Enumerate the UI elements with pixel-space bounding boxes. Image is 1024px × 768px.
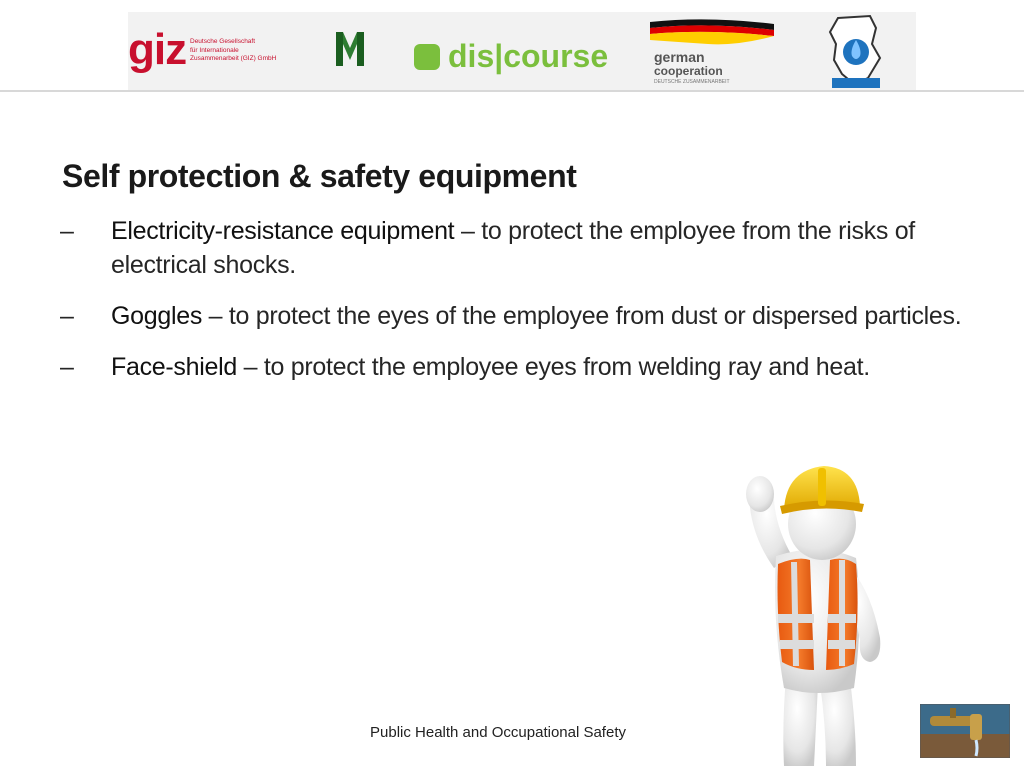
- bullet-description: – to protect the employee eyes from welding ray and heat.: [236, 353, 870, 381]
- bullet-list: [60, 214, 980, 401]
- bullet-item: [60, 350, 980, 384]
- water-services-trust-fund-logo: [824, 14, 888, 90]
- bullet-dash: –: [60, 353, 74, 381]
- bullet-description: – to protect the employee from the risks of electrical shocks.: [111, 217, 915, 279]
- german-cooperation-line: cooperation: [654, 64, 723, 78]
- giz-text-line: für Internationale: [190, 46, 239, 54]
- discourse-square-icon: [414, 44, 440, 70]
- header-divider: [0, 90, 1024, 92]
- slide-title: Self protection & safety equipment: [62, 158, 577, 194]
- bullet-item: [60, 214, 980, 282]
- bullet-dash: –: [60, 302, 74, 330]
- m-logo: [334, 30, 366, 68]
- bullet-description: – to protect the eyes of the employee from dust or dispersed particles.: [202, 302, 962, 330]
- construction-worker-figure: [730, 444, 900, 768]
- discourse-wordmark: dis|course: [448, 38, 609, 74]
- giz-text-line: Zusammenarbeit (GIZ) GmbH: [190, 55, 277, 62]
- german-cooperation-logo: [648, 16, 778, 88]
- bullet-term: Goggles: [111, 302, 203, 330]
- german-cooperation-line: german: [654, 49, 705, 65]
- bullet-term: Face-shield: [111, 353, 237, 381]
- bullet-item: [60, 299, 980, 333]
- giz-logo-text: [190, 38, 300, 64]
- bullet-dash: –: [60, 217, 74, 245]
- logo-bar: [128, 12, 916, 90]
- discourse-logo: [414, 38, 609, 78]
- footer-text: Public Health and Occupational Safety: [370, 724, 626, 741]
- giz-logo-mark: giz: [128, 25, 187, 74]
- water-tap-image: [920, 704, 1010, 758]
- giz-logo: [128, 25, 298, 82]
- bullet-term: Electricity-resistance equipment: [111, 217, 455, 245]
- german-flag-swoosh-icon: [648, 16, 778, 50]
- giz-text-line: Deutsche Gesellschaft: [190, 38, 256, 45]
- german-cooperation-line: DEUTSCHE ZUSAMMENARBEIT: [654, 79, 730, 85]
